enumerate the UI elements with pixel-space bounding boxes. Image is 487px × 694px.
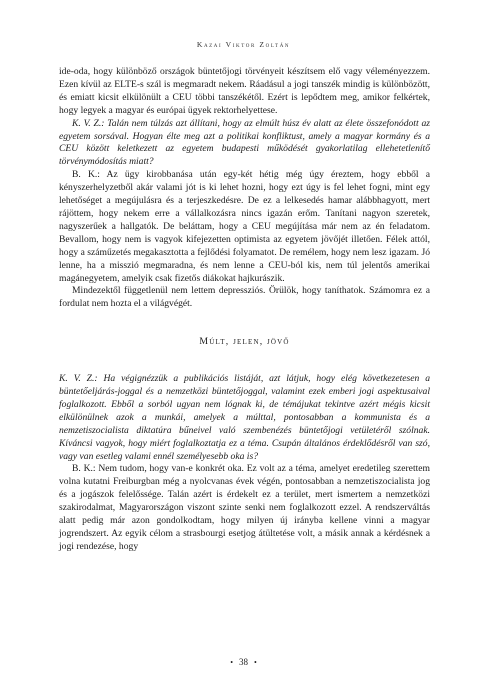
page-number: 38 (239, 657, 248, 667)
body-text (59, 66, 430, 554)
paragraph-continuation: ide-oda, hogy különböző országok büntetőjogi törvényeit készítsem elő vagy véleményezzem. Ezen kívül az ELTE-s szál is megmaradt nekem. Ráadásul a jogi tanszék mindig is különbözött, és emiatt kicsit elkülönült a CEU többi tanszékétől. Ezért is lepődtem meg, amikor felkértek, hogy legyek a magyar és európai ügyek rektorhelyettese. (59, 66, 430, 116)
running-head: Kazai Viktor Zoltán (196, 40, 291, 49)
answer-paragraph: B. K.: Nem tudom, hogy van-e konkrét oka. Ez volt az a téma, amelyet eredetileg szerettem volna kutatni Freiburgban még a nyolcvanas évek végén, pontosabban a nemzetiszocialista jog és a jogászok felelőssége. Talán azért is érdekelt ez a terület, mert ismertem a nemzetközi szakirodalmat, Magyarországon viszont szinte senki nem foglalkozott ezzel. A rendszerváltás alatt pedig már azon gondolkodtam, hogy milyen új irányba kellene vinni a magyar jogrendszert. Az egyik célom a strasbourgi esetjog átültetése volt, a másik annak a kérdésnek a jogi rendezése, hogy (59, 463, 430, 552)
section-heading: Múlt, jelen, jövő (199, 336, 290, 348)
answer-paragraph: Mindezektől függetlenül nem lettem depressziós. Örülök, hogy taníthatok. Számomra ez a fordulat nem hozta el a világvégét. (59, 285, 430, 310)
interviewer-question: K. V. Z.: Ha végignézzük a publikációs listáját, azt látjuk, hogy elég következetesen a büntetőeljárás-joggal és a nemzetközi büntetőjoggal, valamint ezek emberi jogi aspektusaival foglalkozott. Ebből a sorból ugyan nem lógnak ki, de témájukat tekintve azért mégis kicsit elkülönülnek azok a munkái, amelyek a múlttal, pontosabban a kommunista és a nemzetiszocialista diktatúra bűneivel való szembenézés büntetőjogi vetületéről szólnak. Kíváncsi vagyok, hogy miért foglalkoztatja ez a téma. Csupán általános érdeklődésről van szó, vagy van esetleg valami ennél személyesebb oka is? (59, 373, 430, 462)
folio-bullet-left: • (230, 658, 233, 667)
answer-paragraph: B. K.: Az ügy kirobbanása után egy-két hétig még úgy éreztem, hogy ebből a kényszerhelyzetből akár valami jót is ki lehet hozni, hogy ezt úgy is fel lehet fogni, mint egy lehetőséget a megújulásra és a terjeszkedésre. De ez a lelkesedés hamar alábbhagyott, mert rájöttem, hogy nekem erre a vállalkozásra nincs igazán erőm. Tanítani nagyon szeretek, nagyszerűek a hallgatók. De beláttam, hogy a CEU megújítása már nem az én feladatom. Bevallom, hogy nem is vagyok kifejezetten optimista az egyetem jövőjét illetően. Félek attól, hogy a száműzetés megakasztotta a fejlődési folyamatot. De remélem, hogy nem lesz igazam. Jó lenne, ha a misszió megmaradna, és nem lenne a CEU-ból kis, nem túl jelentős amerikai magánegyetem, amelyik csak fizetős diákokat hajkurászik. (59, 169, 430, 284)
folio-bullet-right: • (254, 658, 257, 667)
page-number-footer (0, 657, 487, 667)
interviewer-question: K. V. Z.: Talán nem túlzás azt állítani, hogy az elmúlt húsz év alatt az élete összefonódott az egyetem sorsával. Hogyan élte meg azt a politikai konfliktust, amely a magyar kormány és a CEU között keletkezett az egyetem budapesti működését gyakorlatilag ellehetetlenítő törvénymódosítás miatt? (59, 117, 430, 168)
